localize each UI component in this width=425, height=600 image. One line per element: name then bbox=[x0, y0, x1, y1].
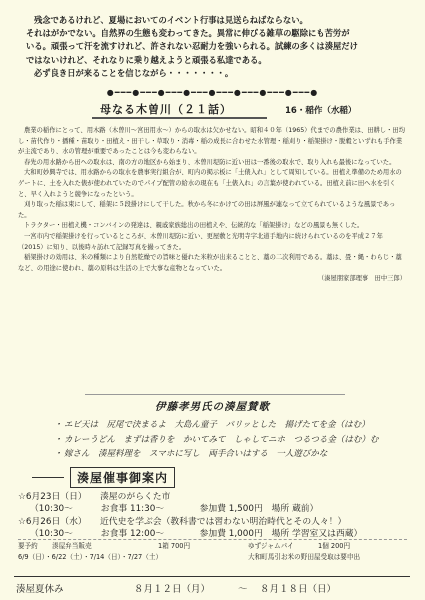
poem-line bbox=[54, 433, 384, 448]
bento-schedule bbox=[18, 541, 407, 563]
reservation-label: 要予約 bbox=[18, 542, 38, 550]
article-author: （湊屋朋家部理事 田中三郎） bbox=[317, 275, 406, 283]
poem-text: 嫁さん 湊屋料理を スマホに写し 両手合いはする 一人遊びかな bbox=[64, 449, 328, 459]
bullet-icon: ・ bbox=[54, 420, 63, 430]
bullet-icon: ・ bbox=[54, 434, 63, 445]
intro-line-1: 残念であるけれど、夏場においてのイベント行事は見送らねばならない。 bbox=[34, 15, 308, 25]
poem-text: エビ天は 尻尾で決まるよ 大島ん童子 パリッとした 揚げたてを金（はむ） bbox=[64, 420, 370, 430]
events-header bbox=[32, 467, 175, 488]
poem-line bbox=[54, 418, 384, 433]
vacation-start: ８月１２日（月） bbox=[134, 584, 211, 595]
event-2-detail bbox=[18, 526, 362, 539]
event-2-name: 近代史を学ぶ会（教科書では習わない明治時代とその人々！） bbox=[100, 517, 347, 527]
article-paragraph: 春先の用水路から田への取水は、南の方の地区から始まり、木曽川堤防に近い田は一番後の取水で、取り入れも最後になっていた。 bbox=[24, 158, 396, 166]
intro-line-3: いる。頑張って汗を流すけれど、許されない忍耐力を強いられる。試練の多くは湊屋だけ bbox=[26, 41, 358, 52]
event-1-name: 湊屋のがらくた市 bbox=[100, 492, 171, 502]
event-1-meal: お食事 11:30〜 bbox=[100, 504, 165, 514]
bullet-icon: ・ bbox=[54, 449, 63, 459]
bead-divider: ●━━━●━━━●━━━●━━━●━━━●━━━●━━━●━━━● bbox=[106, 88, 319, 97]
vacation-label: 湊屋夏休み bbox=[16, 584, 64, 595]
article-paragraph: 刈り取った稲は束にして、稲架に５段掛けにして干した。秋から冬にかけての田は屏風が連なって立てられているような風景であった。 bbox=[18, 201, 396, 219]
article-body bbox=[18, 126, 406, 285]
section-title: 母なる木曽川（２１話） bbox=[100, 103, 232, 116]
article-paragraph: 一宮市内で稲架掛けを行っているところが、木曽川堤防に近い、更屋敷と光明寺字北道手地内に続けられているのを平成２７年（2015）に知り、以後時々訪れて記録写真を撮ってきた。 bbox=[18, 232, 383, 251]
article-paragraph: 大和町妙興寺では、用水路からの取水を農事実行組合が、町内の掲示板に「土俵入れ」として周知している。田植え準備のため用水のゲートに、土を入れた俵が使われていたのでパイプ配管の給水の現在も「土俵入れ」の言葉が使われている。田植え前に田へ水を引くと、早く入れようと競争になったという。 bbox=[18, 169, 402, 198]
intro-line-4: ではないけれど、それなりに乗り越えようと頑張る私達である。 bbox=[26, 54, 267, 65]
bento-dates: 6/9（日）・6/22（土）・7/14（日）・7/27（土） bbox=[18, 553, 163, 561]
event-1-fee: 参加費 1,500円 場所 蔵前） bbox=[199, 504, 319, 514]
event-2-fee: 参加費 1,000円 場所 学習室又は西蔵） bbox=[199, 529, 363, 539]
summer-vacation bbox=[14, 576, 410, 595]
article-paragraph: 農業の稲作にとって、用木路（木曽川〜宮田用水〜）からの取水は欠かせない。昭和４０年（1965）代までの農作業は、田耕し・田均し・苗代作り・播種・苗取り・田植え・田干し・草取り・消毒・稲の成長に合わせた水管理・稲刈り・稲架掛け・脱穀といずれも手作業が主流であり、水の管理が重要であったことは今も変わらない。 bbox=[18, 127, 405, 156]
event-2-date: ☆6月26日（水） bbox=[18, 517, 87, 527]
events-header-dash bbox=[32, 477, 64, 478]
poem-line bbox=[54, 447, 384, 462]
divider-line bbox=[18, 539, 407, 540]
pie-price: 1個 200円 bbox=[318, 542, 351, 550]
divider-line bbox=[85, 394, 345, 395]
intro-text bbox=[26, 14, 402, 80]
poem-text: カレーうどん まずは香りを かいてみて しゃしてニホ つるつる金（はむ）む bbox=[64, 434, 379, 445]
article-paragraph: 稲架掛けの効用は、米の種類により自然乾燥での旨味と優れた米粒が出来ることと、藁の二次利用である。藁は、畳・縄・わらじ・藁など、の用途に使われ、藁の原料は生活の上で大事な産物となっていた。 bbox=[18, 254, 402, 272]
article-paragraph: トラクター・田植え機・コンバインの発達は、親戚家族総出の田植えや、伝統的な「稲架掛け」などの風景も無くした。 bbox=[24, 222, 364, 230]
section-subtitle: 16・稲作（水稲） bbox=[285, 106, 357, 116]
poems-heading: 伊藤孝男氏の湊屋賛歌 bbox=[155, 401, 270, 413]
bento-item: 湊屋弁当販売 bbox=[52, 542, 92, 550]
event-2-time: （10:30〜 bbox=[30, 529, 73, 539]
bento-price: 1箱 700円 bbox=[158, 542, 191, 550]
event-2-meal: お食事 12:00〜 bbox=[100, 529, 165, 539]
events-title: 湊屋催事御案内 bbox=[70, 467, 175, 488]
pie-item: ゆずジャムパイ bbox=[248, 542, 294, 550]
pickup-place: 大和町馬引お米の野田屋受取は要申出 bbox=[248, 553, 361, 561]
section-title-underline bbox=[92, 117, 267, 119]
intro-line-2: それはがかでない。自然界の生態も変わってきた。異常に伸びる雑草の駆除にも苦労が bbox=[26, 28, 350, 39]
vacation-end: ８月１８日（日） bbox=[260, 584, 337, 595]
event-1-time: （10:30〜 bbox=[30, 504, 73, 514]
event-1-detail bbox=[18, 501, 318, 514]
vacation-separator: 〜 bbox=[238, 584, 248, 595]
intro-line-5: 必ず良き日が来ることを信じながら・・・・・・・。 bbox=[34, 67, 234, 78]
poems-list bbox=[54, 418, 384, 462]
event-1-date: ☆6月23日（日） bbox=[18, 492, 87, 502]
